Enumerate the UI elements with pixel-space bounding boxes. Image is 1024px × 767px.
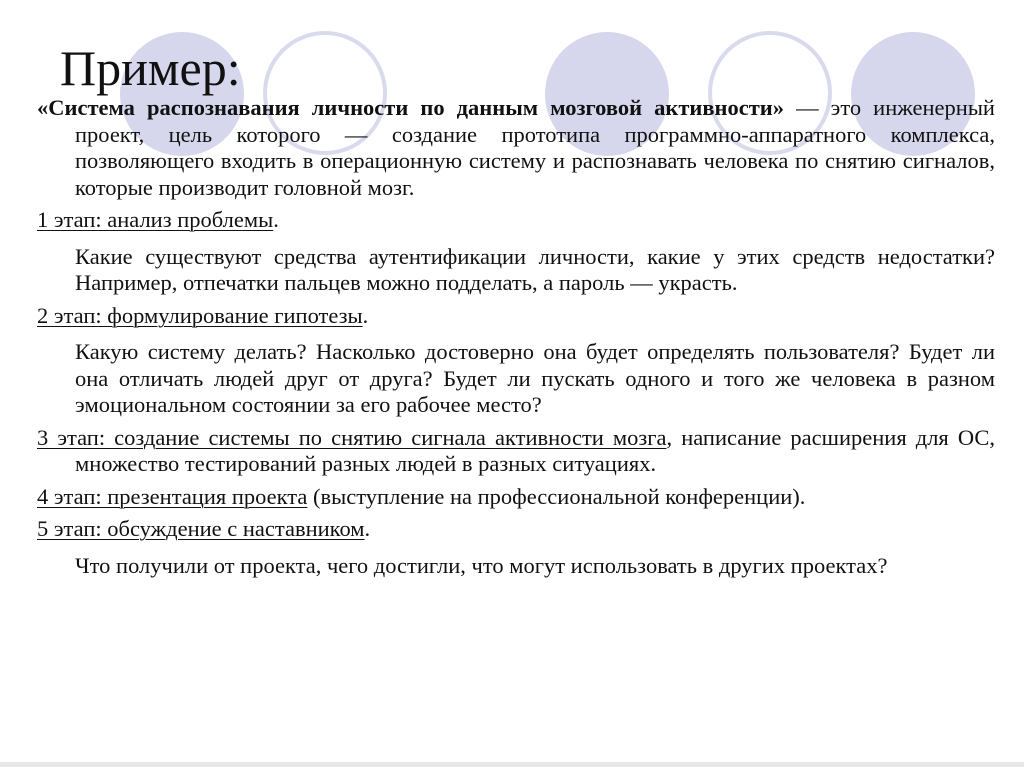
stage-1-body: Какие существуют средства аутентификации личности, какие у этих средств недостатки? Например, отпечатки пальцев можно подделать, а пароль — украсть. xyxy=(75,243,995,295)
stage-3-paragraph: 3 этап: создание системы по снятию сигнала активности мозга, написание расширения для ОС, множество тестирований разных людей в разных ситуациях. xyxy=(37,424,995,476)
stage-heading-text: 4 этап: презентация проекта xyxy=(37,483,308,509)
stage-5-body: Что получили от проекта, чего достигли, что могут использовать в других проектах? xyxy=(75,552,888,578)
bottom-border xyxy=(0,762,1024,767)
stage-2-body: Какую систему делать? Насколько достоверно она будет определять пользователя? Будет ли она отличать людей друг от друга? Будет ли пускать одного и того же человека в разном эмоциональном состоянии за его рабочее место? xyxy=(75,339,995,417)
stage-2-heading: 2 этап: формулирование гипотезы. xyxy=(37,302,369,328)
slide-body xyxy=(37,95,995,579)
stage-1-heading: 1 этап: анализ проблемы. xyxy=(37,207,279,232)
project-name: «Система распознавания личности по данным мозговой активности» xyxy=(37,95,784,120)
stage-heading-text: 5 этап: обсуждение с наставником xyxy=(37,516,365,541)
stage-heading-text: 2 этап: формулирование гипотезы xyxy=(37,302,363,328)
stage-heading-text: 3 этап: создание системы по снятию сигнала активности мозга xyxy=(37,424,667,450)
intro-text: — это инженерный проект, цель которого — создание прототипа программно-аппаратного комплекса, позволяющего входить в операционную систему и распознавать человека по снятию сигналов, которые производит головной мозг. xyxy=(75,95,995,200)
stage-4-paragraph: 4 этап: презентация проекта (выступление на профессиональной конференции). xyxy=(37,483,806,509)
stage-heading-text: 1 этап: анализ проблемы xyxy=(37,207,274,232)
intro-paragraph xyxy=(37,95,995,201)
slide-title: Пример: xyxy=(60,40,241,96)
stage-5-heading: 5 этап: обсуждение с наставником. xyxy=(37,516,371,541)
